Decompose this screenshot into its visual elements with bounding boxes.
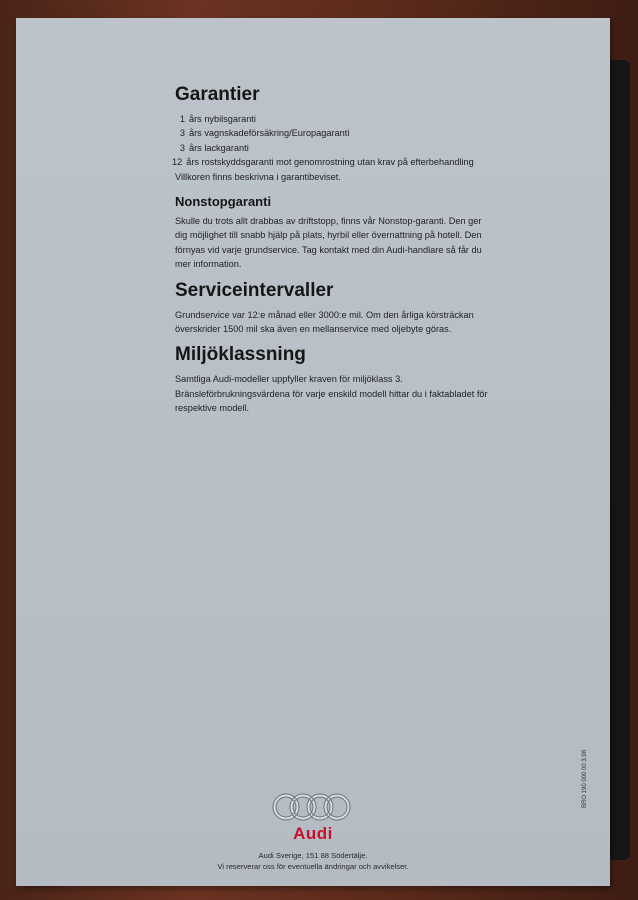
document-code: BRO 190 000 00 3.98 xyxy=(582,749,588,808)
spacer xyxy=(175,336,495,344)
miljo-text: Samtliga Audi-modeller uppfyller kraven för miljöklass 3. Bränsleförbrukningsvärdena för varje enskild modell hittar du i faktabladet för respektive modell. xyxy=(175,374,488,414)
audi-rings-logo-icon xyxy=(271,792,355,822)
list-item-number: 1 xyxy=(179,114,185,124)
list-item xyxy=(172,155,495,169)
brochure-page xyxy=(16,18,610,886)
garantier-heading: Garantier xyxy=(175,84,260,105)
list-item xyxy=(175,126,495,140)
list-item-text: års lackgaranti xyxy=(189,142,249,153)
list-item-text: års vagnskadeförsäkring/Europagaranti xyxy=(189,128,350,139)
footer xyxy=(16,792,610,872)
footer-disclaimer: Vi reserverar oss för eventuella ändringar och avvikelser. xyxy=(217,862,409,871)
warranty-list xyxy=(172,112,495,184)
spacer xyxy=(175,272,495,280)
nonstop-heading: Nonstopgaranti xyxy=(175,194,272,210)
service-heading: Serviceintervaller xyxy=(175,279,334,301)
list-item-number: 12 xyxy=(172,157,183,168)
audi-wordmark: Audi xyxy=(293,824,333,843)
list-item xyxy=(175,112,495,126)
miljo-heading: Miljöklassning xyxy=(175,344,306,366)
footer-address: Audi Sverige, 151 88 Södertälje. xyxy=(258,851,368,860)
list-item-number: 3 xyxy=(179,142,185,153)
list-item-number: 3 xyxy=(179,128,185,139)
list-item-text: års rostskyddsgaranti mot genomrostning utan krav på efterbehandling xyxy=(186,157,474,168)
list-item xyxy=(175,141,495,155)
list-item-text: års nybilsgaranti xyxy=(189,114,256,124)
warranty-note: Villkoren finns beskrivna i garantibeviset. xyxy=(175,171,341,182)
nonstop-text: Skulle du trots allt drabbas av driftstopp, finns vår Nonstop-garanti. Den ger dig möjlighet till snabb hjälp på plats, hyrbil eller övernattning på hotell. Den förnyas vid varje grundservice. Tag kontakt med din Audi-handlare så får du mer information. xyxy=(175,216,482,270)
content-column xyxy=(172,84,495,416)
service-text: Grundservice var 12:e månad eller 3000:e mil. Om den årliga körsträckan överskrider 1500 mil ska även en mellanservice med oljebyte göras. xyxy=(175,309,474,335)
